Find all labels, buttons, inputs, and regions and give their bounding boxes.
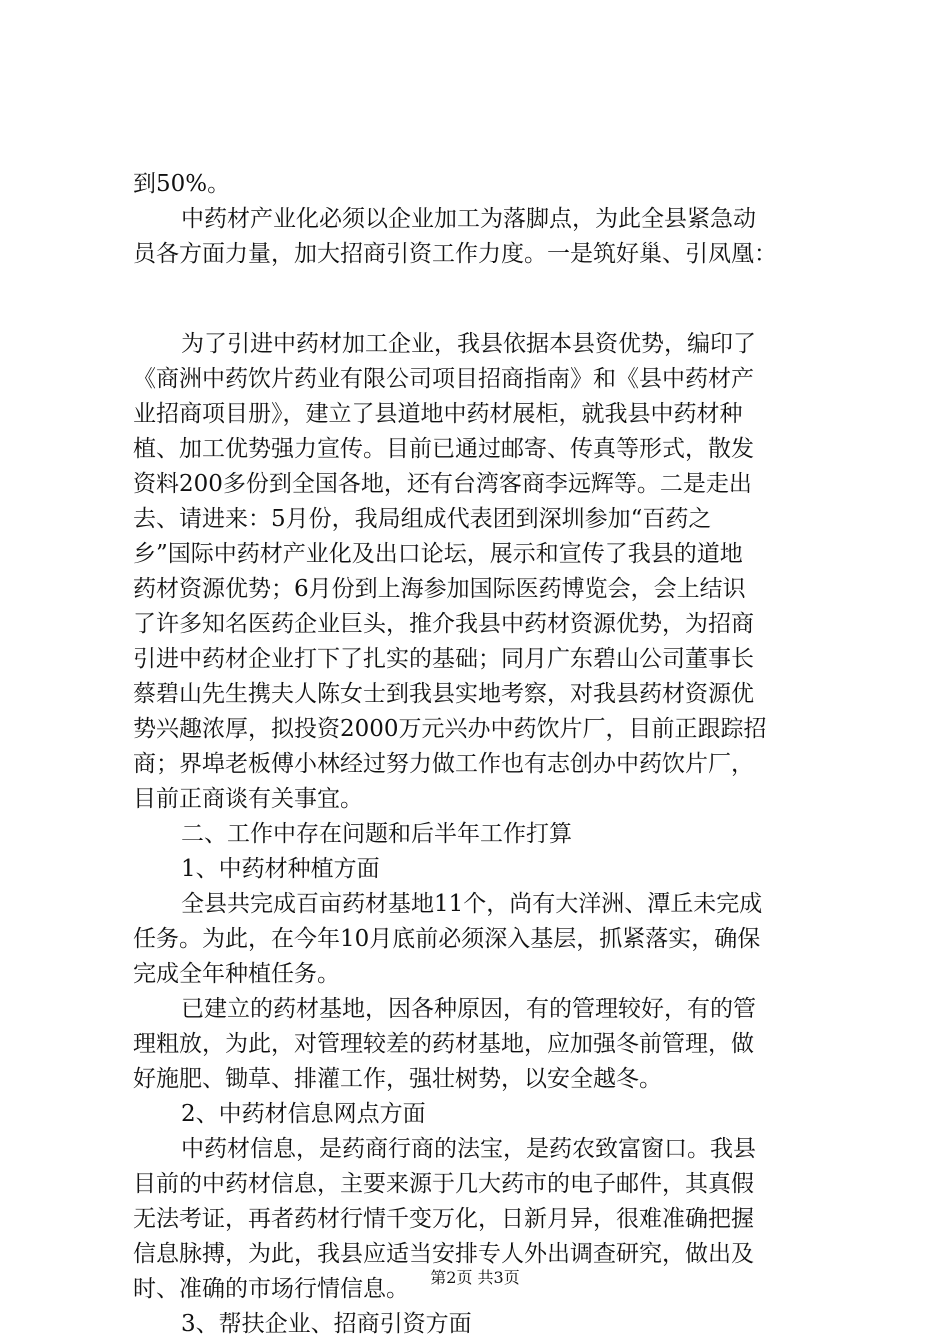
text-line: 去、请进来：5月份，我局组成代表团到深圳参加“百药之 [133, 506, 712, 532]
text-line: 了许多知名医药企业巨头，推介我县中药材资源优势，为招商 [133, 611, 754, 637]
text-line: 信息脉搏，为此，我县应适当安排专人外出调查研究，做出及 [133, 1241, 754, 1267]
text-line: 为了引进中药材加工企业，我县依据本县资优势，编印了 [181, 331, 756, 357]
text-line: 势兴趣浓厚，拟投资2000万元兴办中药饮片厂，目前正跟踪招 [133, 716, 767, 742]
text-line: 中药材信息，是药商行商的法宝，是药农致富窗口。我县 [181, 1136, 756, 1162]
text-line: 目前的中药材信息，主要来源于几大药市的电子邮件，其真假 [133, 1171, 754, 1197]
text-line: 已建立的药材基地，因各种原因，有的管理较好，有的管 [181, 996, 756, 1022]
text-line: 好施肥、锄草、排灌工作，强壮树势，以安全越冬。 [133, 1066, 662, 1092]
text-line: 到50%。 [133, 171, 231, 197]
text-line: 资料200多份到全国各地，还有台湾客商李远辉等。二是走出 [133, 471, 752, 497]
text-line: 理粗放，为此，对管理较差的药材基地，应加强冬前管理，做 [133, 1031, 754, 1057]
text-line: 引进中药材企业打下了扎实的基础；同月广东碧山公司董事长 [133, 646, 754, 672]
text-line: 3、帮扶企业、招商引资方面 [181, 1311, 472, 1337]
text-line: 植、加工优势强力宣传。目前已通过邮寄、传真等形式，散发 [133, 436, 754, 462]
text-line: 中药材产业化必须以企业加工为落脚点，为此全县紧急动 [181, 206, 756, 232]
text-line: 药材资源优势；6月份到上海参加国际医药博览会，会上结识 [133, 576, 746, 602]
text-line: 完成全年种植任务。 [133, 961, 340, 987]
text-line: 任务。为此，在今年10月底前必须深入基层，抓紧落实，确保 [133, 926, 761, 952]
text-line: 乡”国际中药材产业化及出口论坛，展示和宣传了我县的道地 [133, 541, 743, 567]
blank-line [133, 272, 833, 327]
document-body [133, 167, 833, 1342]
text-line: 员各方面力量，加大招商引资工作力度。一是筑好巢、引凤凰： [133, 241, 777, 267]
text-line: 无法考证，再者药材行情千变万化，日新月异，很难准确把握 [133, 1206, 754, 1232]
text-line: 2、中药材信息网点方面 [181, 1101, 426, 1127]
text-line: 《商洲中药饮片药业有限公司项目招商指南》和《县中药材产 [133, 366, 754, 392]
text-line: 目前正商谈有关事宜。 [133, 786, 363, 812]
page-footer: 第2页 共3页 [430, 1268, 520, 1287]
text-line: 时、准确的市场行情信息。 [133, 1276, 409, 1302]
text-line: 商；界埠老板傅小林经过努力做工作也有志创办中药饮片厂， [133, 751, 754, 777]
text-line: 1、中药材种植方面 [181, 856, 380, 882]
text-line: 业招商项目册》，建立了县道地中药材展柜，就我县中药材种 [133, 401, 743, 427]
text-line: 全县共完成百亩药材基地11个，尚有大洋洲、潭丘未完成 [181, 891, 763, 917]
text-line: 二、工作中存在问题和后半年工作打算 [181, 821, 572, 847]
text-line: 蔡碧山先生携夫人陈女士到我县实地考察，对我县药材资源优 [133, 681, 754, 707]
